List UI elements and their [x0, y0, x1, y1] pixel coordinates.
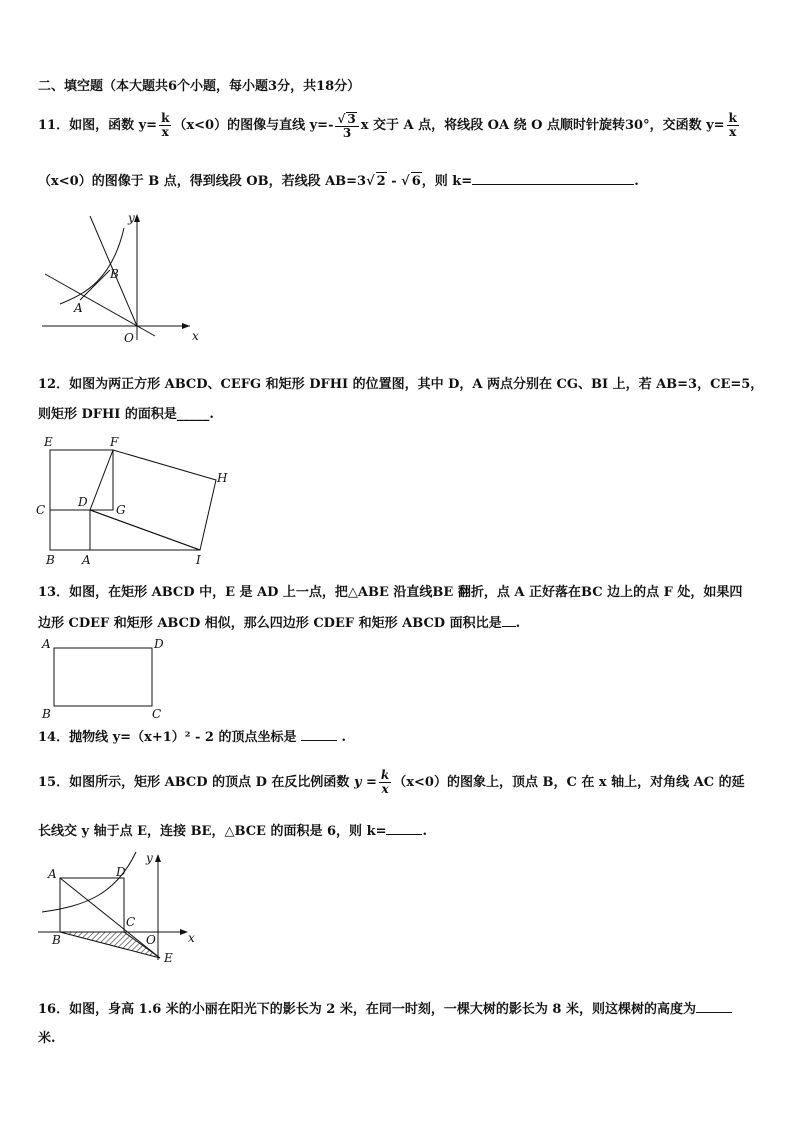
figure-11 [40, 208, 210, 348]
answer-blank-14[interactable] [301, 728, 337, 741]
label-E: E [44, 435, 53, 449]
q11-text: 11．如图，函数 y= [38, 118, 158, 133]
line-OA [45, 274, 155, 336]
question-16-line2: 米. [38, 1031, 56, 1046]
label-G: G [116, 503, 126, 517]
label-F: F [110, 435, 119, 449]
diagonal-AE [60, 878, 160, 958]
question-13-line1: 13．如图，在矩形 ABCD 中，E 是 AD 上一点，把△ABE 沿直线BE 翻折，点 A 正好落在BC 边上的点 F 处，如果四 [38, 585, 743, 600]
figure-13 [38, 636, 172, 722]
label-E: E [164, 951, 173, 965]
label-O: O [124, 331, 134, 345]
label-D: D [78, 495, 88, 509]
question-11-line2: （x<0）的图像于 B 点，得到线段 OB，若线段 AB=3√ 2 - √ 6，则 k= . [38, 174, 639, 189]
rectangle-ABCD [54, 648, 152, 706]
period: . [422, 824, 427, 839]
answer-blank-11[interactable] [472, 172, 634, 185]
label-x: x [188, 931, 195, 945]
q11-text: x 交于 A 点，将线段 OA 绕 O 点顺时针旋转30°，交函数 y= [360, 118, 725, 133]
question-16-line1 [38, 1000, 732, 1019]
answer-blank-12[interactable]: _____ [176, 407, 210, 422]
square-ABCD [50, 510, 90, 550]
question-11-line1 [38, 110, 741, 142]
label-A: A [48, 867, 57, 881]
y-arrow [155, 854, 161, 862]
q15-text: 15．如图所示，矩形 ABCD 的顶点 D 在反比例函数 [38, 775, 350, 790]
q13-text: 边形 CDEF 和矩形 ABCD 相似，那么四边形 CDEF 和矩形 ABCD 面积比是 [38, 616, 502, 631]
answer-blank-16[interactable] [696, 1000, 732, 1013]
x-arrow [182, 323, 190, 329]
question-12-line1: 12．如图为两正方形 ABCD、CEFG 和矩形 DFHI 的位置图，其中 D，A 两点分别在 CG、BI 上，若 AB=3，CE=5， [38, 377, 764, 392]
q11-text: （x<0）的图像与直线 y=- [173, 118, 334, 133]
x-arrow [180, 929, 188, 935]
q12-text: 则矩形 DFHI 的面积是 [38, 407, 177, 422]
y-arrow [134, 214, 140, 222]
minus-sign: - [386, 174, 402, 189]
label-y: y [146, 851, 153, 865]
segment-AB [80, 270, 110, 300]
question-15-line1 [38, 766, 745, 800]
fraction-k-over-x: $\frac{k}{x}$ [161, 111, 170, 139]
hyperbola-curve [60, 228, 124, 304]
answer-blank-13[interactable] [502, 614, 516, 627]
hyperbola-curve [42, 852, 136, 912]
q11-text: （x<0）的图像于 B 点，得到线段 OB，若线段 AB=3 [38, 174, 367, 189]
sqrt-2: 2 [376, 174, 386, 189]
label-I: I [196, 553, 201, 567]
rectangle-DFHI [90, 450, 216, 550]
question-13-line2 [38, 614, 520, 633]
question-12-line2 [38, 406, 214, 424]
fraction-k-over-x-2: $\frac{k}{x}$ [728, 111, 737, 139]
period: . [209, 407, 214, 422]
question-15-line2 [38, 822, 427, 841]
label-x: x [192, 329, 199, 343]
label-O: O [146, 933, 156, 947]
label-A: A [74, 301, 83, 315]
figure-15 [36, 848, 206, 980]
label-A: A [82, 553, 91, 567]
label-y: y [128, 211, 135, 225]
label-B: B [52, 933, 61, 947]
label-B: B [42, 707, 51, 721]
fraction-k-over-x: $\frac{k}{x}$ [380, 768, 390, 796]
section-title: 二、填空题（本大题共6个小题，每小题3分，共18分） [38, 79, 361, 94]
question-14 [38, 728, 346, 747]
segment-DI [90, 510, 200, 550]
sqrt-6: 6 [411, 174, 421, 189]
y-equals: y = [353, 775, 377, 790]
q14-text: 14．抛物线 y=（x+1）² - 2 的顶点坐标是 [38, 730, 297, 745]
label-D: D [116, 865, 126, 879]
q15-text: 长线交 y 轴于点 E，连接 BE，△BCE 的面积是 6，则 k= [38, 824, 387, 839]
label-D: D [154, 637, 164, 651]
period: . [515, 616, 521, 631]
fraction-sqrt3-over-3: $\frac{√ 3}{3}$ [335, 112, 358, 140]
label-C: C [36, 503, 46, 517]
figure-12 [34, 434, 234, 568]
label-C: C [126, 915, 136, 929]
label-A: A [42, 637, 51, 651]
label-B: B [110, 267, 119, 281]
q11-text: ，则 k= [421, 174, 473, 189]
period: . [634, 174, 639, 189]
label-H: H [217, 471, 228, 485]
period: . [341, 730, 347, 745]
label-C: C [152, 707, 162, 721]
q16-text: 16．如图，身高 1.6 米的小丽在阳光下的影长为 2 米，在同一时刻，一棵大树的影长为 8 米，则这棵树的高度为 [38, 1002, 696, 1017]
answer-blank-15[interactable] [386, 822, 422, 835]
label-B: B [46, 553, 55, 567]
triangle-BCE [60, 932, 160, 958]
q15-text: （x<0）的图象上，顶点 B，C 在 x 轴上，对角线 AC 的延 [393, 775, 745, 790]
